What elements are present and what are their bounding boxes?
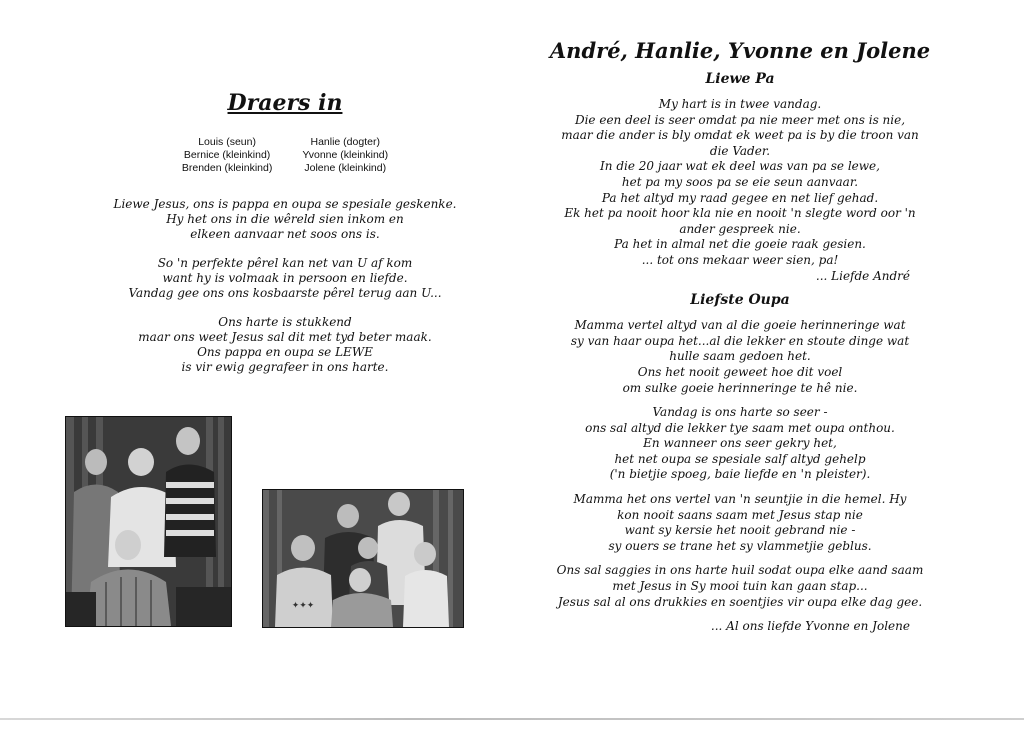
bearer-name: Bernice (kleinkind): [183, 149, 271, 161]
letter-to-pa: [540, 97, 940, 284]
letter-line: Vandag is ons harte so seer -: [652, 405, 828, 420]
family-photo-2: [262, 489, 464, 628]
letter-line: Pa het in almal net die goeie raak gesien.: [614, 237, 866, 252]
letter-line: sy van haar oupa het...al die lekker en stoute dinge wat: [570, 333, 910, 348]
poem-line: is vir ewig gegrafeer in ons harte.: [181, 360, 389, 374]
poem-stanza: [80, 315, 490, 375]
bearers-title: Draers in: [227, 90, 343, 116]
letter-line: En wanneer ons seer gekry het,: [643, 436, 837, 451]
photo-1-image: [66, 417, 231, 626]
bearer-name: Jolene (kleinkind): [304, 162, 387, 174]
letter-line: ander gespreek nie.: [679, 221, 801, 236]
letter-line: ons sal altyd die lekker tye saam met oupa onthou.: [585, 420, 895, 435]
poem-line: want hy is volmaak in persoon en liefde.: [162, 271, 408, 285]
bearer-name: Hanlie (dogter): [310, 136, 380, 148]
left-poem: [80, 197, 490, 375]
letter-line: ('n bietjie spoeg, baie liefde en 'n pleister).: [609, 467, 871, 482]
letter-line: Pa het altyd my raad gegee en net lief gehad.: [601, 190, 879, 205]
letter-to-oupa: [540, 318, 940, 635]
poem-line: maar ons weet Jesus sal dit met tyd beter maak.: [138, 330, 432, 344]
letter-stanza: [540, 318, 940, 396]
signature-andre: ... Liefde André: [815, 268, 910, 283]
poem-line: So 'n perfekte pêrel kan net van U af kom: [157, 256, 413, 270]
family-names-title: André, Hanlie, Yvonne en Jolene: [549, 38, 931, 63]
letter-line: het net oupa se spesiale salf altyd gehelp: [614, 451, 866, 466]
letter-line: sy ouers se trane het sy vlammetjie geblus.: [608, 538, 872, 553]
poem-line: Vandag gee ons ons kosbaarste pêrel terug aan U...: [128, 286, 442, 300]
section-heading-liefste-oupa: Liefste Oupa: [690, 292, 790, 309]
poem-line: Ons harte is stukkend: [218, 315, 352, 329]
letter-line: met Jesus in Sy mooi tuin kan gaan stap...: [612, 579, 868, 594]
letter-line: kon nooit saans saam met Jesus stap nie: [617, 507, 863, 522]
letter-line: maar die ander is bly omdat ek weet pa is by die troon van: [561, 128, 919, 143]
poem-line: elkeen aanvaar net soos ons is.: [190, 227, 380, 241]
letter-line: want sy kersie het nooit gebrand nie -: [624, 523, 856, 538]
poem-stanza: [80, 256, 490, 301]
poem-stanza: [80, 197, 490, 242]
bearers-col-left: [182, 136, 272, 175]
letter-line: ... tot ons mekaar weer sien, pa!: [641, 252, 839, 267]
section-heading-liewe-pa: Liewe Pa: [705, 71, 775, 87]
bearer-name: Brenden (kleinkind): [181, 162, 273, 174]
letter-stanza: [540, 492, 940, 554]
letter-stanza: [540, 405, 940, 483]
letter-line: het pa my soos pa se eie seun aanvaar.: [621, 174, 859, 189]
letter-line: Ons sal saggies in ons harte huil sodat oupa elke aand saam: [556, 563, 924, 578]
letter-line: om sulke goeie herinneringe te hê nie.: [622, 380, 858, 395]
family-photo-1: [65, 416, 232, 627]
poem-line: Ons pappa en oupa se LEWE: [197, 345, 373, 359]
right-page: [540, 38, 940, 635]
letter-stanza: [540, 563, 940, 610]
letter-line: Ek het pa nooit hoor kla nie en nooit 'n slegte word oor 'n: [564, 206, 916, 221]
letter-line: hulle saam gedoen het.: [669, 349, 811, 364]
letter-line: Jesus sal al ons drukkies en soentjies vir oupa elke dag gee.: [557, 594, 923, 609]
bearers-col-right: [302, 136, 388, 175]
bearers-list: [80, 136, 490, 175]
bearer-name: Yvonne (kleinkind): [302, 149, 389, 161]
letter-line: My hart is in twee vandag.: [658, 97, 822, 111]
bearer-name: Louis (seun): [198, 136, 256, 148]
left-page: [80, 80, 490, 389]
photo-2-image: [263, 490, 463, 627]
poem-line: Hy het ons in die wêreld sien inkom en: [166, 212, 404, 226]
shirt-graphic: ✦✦✦: [291, 601, 315, 611]
letter-line: die Vader.: [709, 143, 771, 158]
page-edge: [0, 718, 1024, 720]
letter-line: Mamma het ons vertel van 'n seuntjie in die hemel. Hy: [573, 492, 907, 507]
letter-line: Ons het nooit geweet hoe dit voel: [637, 364, 843, 379]
letter-line: Die een deel is seer omdat pa nie meer met ons is nie,: [574, 112, 906, 127]
letter-line: In die 20 jaar wat ek deel was van pa se lewe,: [600, 159, 880, 174]
signature-yvonne-jolene: ... Al ons liefde Yvonne en Jolene: [710, 619, 910, 634]
letter-line: Mamma vertel altyd van al die goeie herinneringe wat: [574, 318, 906, 333]
poem-line: Liewe Jesus, ons is pappa en oupa se spesiale geskenke.: [113, 197, 457, 211]
